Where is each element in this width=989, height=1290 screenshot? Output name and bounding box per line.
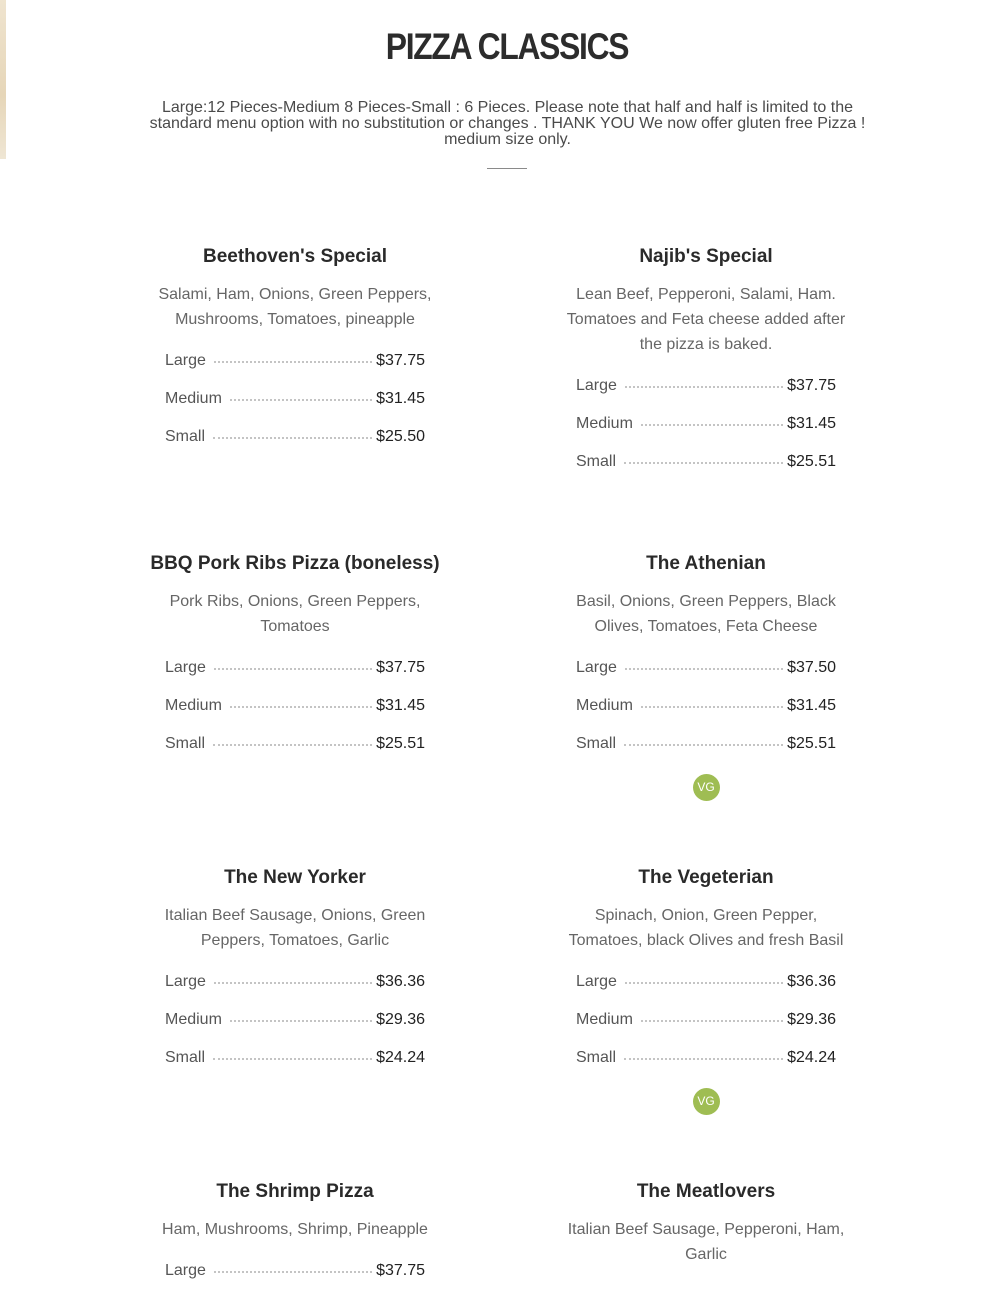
price-row-small (165, 1039, 425, 1077)
menu-item-description: Italian Beef Sausage, Pepperoni, Ham, Garlic (567, 1221, 845, 1263)
price-row-large (576, 963, 836, 1001)
menu-item-description: Lean Beef, Pepperoni, Salami, Ham. Tomatoes and Feta cheese added after the pizza is baked. (566, 286, 846, 353)
dotted-leader (214, 981, 372, 984)
price-value: $24.24 (376, 1049, 425, 1066)
price-value: $37.75 (376, 1262, 425, 1279)
dotted-leader (213, 1057, 372, 1060)
menu-item-description: Italian Beef Sausage, Onions, Green Peppers, Tomatoes, Garlic (164, 907, 426, 949)
dotted-leader (625, 385, 783, 388)
size-label: Large (576, 659, 617, 676)
price-value: $24.24 (787, 1049, 836, 1066)
menu-item-card (145, 1181, 445, 1290)
price-row-small (576, 1039, 836, 1077)
price-value: $37.75 (376, 352, 425, 369)
size-label: Medium (576, 415, 633, 432)
size-label: Large (165, 659, 206, 676)
menu-item-name: The Vegeterian (638, 867, 774, 888)
dotted-leader (230, 705, 372, 708)
title-divider (487, 168, 527, 169)
menu-item-description: Ham, Mushrooms, Shrimp, Pineapple (162, 1221, 428, 1238)
price-row-large (165, 1252, 425, 1290)
menu-item-name: The Meatlovers (636, 1181, 776, 1202)
dotted-leader (213, 436, 372, 439)
menu-item-card (556, 246, 856, 481)
dotted-leader (641, 705, 783, 708)
dotted-leader (641, 1019, 783, 1022)
menu-intro-note: Large:12 Pieces-Medium 8 Pieces-Small : 6 Pieces. Please note that half and half is limited to the standard menu option with no substitution or changes . THANK YOU We now offer gluten free Pizza ! medium size only. (149, 99, 866, 148)
price-value: $31.45 (787, 415, 836, 432)
menu-item-card (556, 1181, 856, 1267)
price-list (556, 963, 856, 1077)
size-label: Small (576, 1049, 617, 1066)
dotted-leader (230, 398, 372, 401)
menu-item-card (145, 867, 445, 1077)
price-value: $37.50 (787, 659, 836, 676)
size-label: Small (576, 735, 617, 752)
price-list (145, 1252, 445, 1290)
price-list (145, 649, 445, 763)
dotted-leader (624, 461, 783, 464)
size-label: Large (165, 973, 206, 990)
size-label: Medium (165, 697, 222, 714)
menu-item-card (145, 553, 445, 763)
dotted-leader (624, 1057, 783, 1060)
price-list (145, 963, 445, 1077)
menu-item-card (556, 867, 856, 1115)
dotted-leader (214, 1270, 372, 1273)
menu-item-card (556, 553, 856, 801)
price-list (145, 342, 445, 456)
size-label: Medium (576, 697, 633, 714)
size-label: Medium (576, 1011, 633, 1028)
price-value: $31.45 (376, 390, 425, 407)
price-value: $31.45 (376, 697, 425, 714)
price-row-medium (165, 687, 425, 725)
size-label: Large (165, 1262, 206, 1279)
menu-item-description: Salami, Ham, Onions, Green Peppers, Mushrooms, Tomatoes, pineapple (158, 286, 432, 328)
price-value: $29.36 (376, 1011, 425, 1028)
menu-item-description: Basil, Onions, Green Peppers, Black Olives, Tomatoes, Feta Cheese (576, 593, 836, 635)
dotted-leader (213, 743, 372, 746)
price-list (556, 367, 856, 481)
dotted-leader (230, 1019, 372, 1022)
background-image-edge (0, 0, 6, 159)
price-row-medium (576, 1001, 836, 1039)
price-value: $25.50 (376, 428, 425, 445)
price-value: $31.45 (787, 697, 836, 714)
price-row-small (576, 443, 836, 481)
price-value: $25.51 (787, 453, 836, 470)
price-row-large (165, 649, 425, 687)
price-row-small (165, 725, 425, 763)
price-list (556, 649, 856, 763)
menu-item-name: Najib's Special (639, 246, 773, 267)
size-label: Small (576, 453, 617, 470)
dotted-leader (641, 423, 783, 426)
price-value: $29.36 (787, 1011, 836, 1028)
dotted-leader (625, 667, 783, 670)
price-value: $25.51 (787, 735, 836, 752)
price-value: $36.36 (787, 973, 836, 990)
menu-item-card (145, 246, 445, 456)
price-row-large (576, 367, 836, 405)
dotted-leader (625, 981, 783, 984)
menu-item-description: Pork Ribs, Onions, Green Peppers, Tomatoes (169, 593, 421, 635)
dotted-leader (624, 743, 783, 746)
menu-item-name: Beethoven's Special (202, 246, 388, 267)
size-label: Large (576, 973, 617, 990)
price-row-medium (576, 687, 836, 725)
size-label: Small (165, 428, 206, 445)
menu-item-name: The Shrimp Pizza (216, 1181, 374, 1202)
size-label: Medium (165, 1011, 222, 1028)
price-row-medium (165, 1001, 425, 1039)
price-row-small (576, 725, 836, 763)
dotted-leader (214, 360, 372, 363)
price-row-large (165, 963, 425, 1001)
size-label: Small (165, 1049, 206, 1066)
size-label: Small (165, 735, 206, 752)
price-row-medium (165, 380, 425, 418)
vegetarian-badge-icon: VG (693, 774, 720, 801)
size-label: Medium (165, 390, 222, 407)
price-row-small (165, 418, 425, 456)
vegetarian-badge-icon: VG (693, 1088, 720, 1115)
price-value: $37.75 (787, 377, 836, 394)
size-label: Large (165, 352, 206, 369)
price-row-medium (576, 405, 836, 443)
price-value: $25.51 (376, 735, 425, 752)
price-row-large (576, 649, 836, 687)
menu-item-name: The Athenian (646, 553, 766, 574)
price-row-large (165, 342, 425, 380)
size-label: Large (576, 377, 617, 394)
menu-item-name: BBQ Pork Ribs Pizza (boneless) (150, 553, 440, 574)
dotted-leader (214, 667, 372, 670)
price-value: $36.36 (376, 973, 425, 990)
page-title: PIZZA CLASSICS (385, 26, 629, 67)
menu-item-name: The New Yorker (224, 867, 366, 888)
menu-item-description: Spinach, Onion, Green Pepper, Tomatoes, black Olives and fresh Basil (568, 907, 844, 949)
price-value: $37.75 (376, 659, 425, 676)
